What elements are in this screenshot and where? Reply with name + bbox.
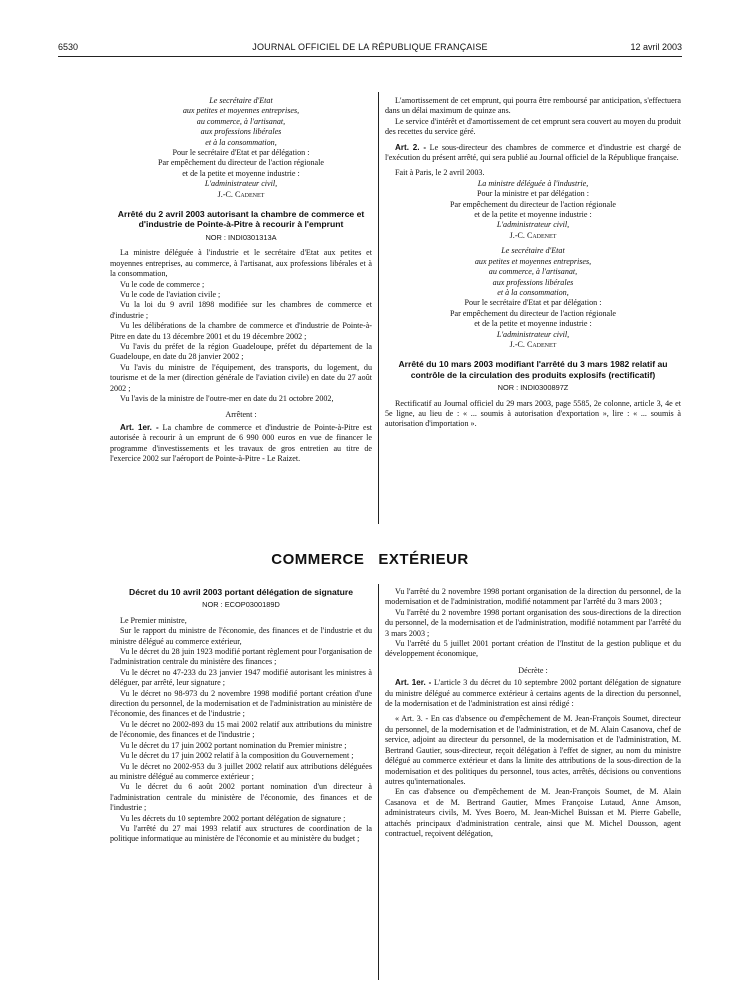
page-header (58, 40, 682, 57)
sig-delegation: et de la petite et moyenne industrie : (182, 168, 300, 178)
paragraph: En cas d'absence ou d'empêchement de M. Jean-François Soumet, de M. Alain Casanova et de M. Bertrand Gautier, Mmes Françoise Lutaud, Anne Amson, administrateurs civils, M. Yves Boero, M. Jean-Michel Buissan et M. Pierre Gabelle, attachés principaux d'administration centrale, ainsi que M. Michel Dousson, agent contractuel, reçoivent délégation, (385, 787, 681, 838)
article-label: Art. 1er. - (395, 678, 432, 688)
paragraph: Sur le rapport du ministre de l'économie, des finances et de l'industrie et du ministre délégué au commerce extérieur, (110, 626, 372, 646)
sig-delegation: Pour la ministre et par délégation : (477, 189, 589, 199)
paragraph: Vu le décret du 17 juin 2002 portant nomination du Premier ministre ; (120, 740, 347, 750)
sig-line: aux professions libérales (492, 277, 574, 287)
sig-line: aux professions libérales (200, 127, 282, 137)
sig-line: et à la consommation, (205, 137, 277, 147)
nor-reference: NOR : ECOP0300189D (202, 600, 280, 610)
decrete-heading: Décrète : (518, 665, 548, 675)
paragraph: Vu l'avis de la ministre de l'outre-mer en date du 21 octobre 2002, (120, 393, 334, 403)
sig-line: aux petites et moyennes entreprises, (182, 106, 300, 116)
paragraph: L'amortissement de cet emprunt, qui pourra être remboursé par anticipation, s'effectuera dans un délai maximum de quinze ans. (385, 96, 681, 116)
paragraph: Vu le décret du 17 juin 2002 relatif à la composition du Gouvernement ; (120, 751, 354, 761)
arrete-title: Arrêté du 2 avril 2003 autorisant la chambre de commerce et d'industrie de Pointe-à-Pitre à recourir à l'emprunt (117, 209, 365, 230)
sig-delegation: Par empêchement du directeur de l'action régionale (450, 308, 616, 318)
sig-name: J.-C. Cadenet (509, 230, 557, 240)
arretent-heading: Arrêtent : (225, 410, 257, 420)
paragraph: Vu la loi du 9 avril 1898 modifiée sur les chambres de commerce et d'industrie ; (110, 300, 372, 320)
top-right-column (385, 96, 681, 430)
sig-name: J.-C. Cadenet (217, 189, 265, 199)
sig-delegation: Par empêchement du directeur de l'action régionale (158, 158, 324, 168)
section-word: COMMERCE (271, 551, 365, 568)
bottom-left-column (110, 587, 372, 845)
article-label: Art. 1er. - (120, 422, 159, 432)
paragraph: Le service d'intérêt et d'amortissement de cet emprunt sera couvert au moyen du produit des recettes du service géré. (385, 116, 681, 137)
top-left-column (110, 96, 372, 464)
sig-role: L'administrateur civil, (496, 220, 570, 230)
paragraph: Vu le code de commerce ; (120, 279, 205, 289)
paragraph: Vu le décret no 2002-953 du 3 juillet 2002 relatif aux attributions déléguées au ministre délégué au commerce extérieur ; (110, 761, 372, 781)
nor-reference: NOR : INDI0301313A (205, 232, 277, 242)
sig-line: Le secrétaire d'Etat (209, 96, 273, 105)
paragraph: Vu le décret no 2002-893 du 15 mai 2002 relatif aux attributions du ministre de l'économie, des finances et de l'industrie ; (110, 719, 372, 740)
article-text: Le sous-directeur des chambres de commerce et d'industrie est chargé de l'exécution du présent arrêté, qui sera publié au Journal officiel de la République française. (385, 142, 681, 163)
fait-line: Fait à Paris, le 2 avril 2003. (395, 168, 485, 178)
sig-delegation: Pour le secrétaire d'Etat et par délégation : (172, 148, 310, 158)
article-1 (110, 423, 372, 465)
column-divider-bottom (378, 584, 379, 980)
article-1 (385, 678, 681, 709)
nor-reference: NOR : INDI0300897Z (497, 383, 569, 393)
sig-delegation: et de la petite et moyenne industrie : (474, 319, 592, 329)
paragraph: Vu le décret du 28 juin 1923 modifié portant règlement pour l'organisation de l'administration centrale du ministère des finances ; (110, 647, 372, 667)
paragraph: Vu les décrets du 10 septembre 2002 portant délégation de signature ; (120, 813, 346, 823)
page-number: 6530 (58, 42, 79, 52)
paragraph: Vu l'arrêté du 5 juillet 2001 portant création de l'Institut de la gestion publique et du développement économique, (385, 639, 681, 659)
paragraph: Vu le code de l'aviation civile ; (120, 289, 221, 299)
section-heading (58, 551, 682, 568)
sig-role: L'administrateur civil, (496, 329, 570, 339)
article-text: La chambre de commerce et d'industrie de Pointe-à-Pitre est autorisée à recourir à un emprunt de 6 990 000 euros en vue de financer le programme d'investissements et les travaux de gros entretien au titre de l'exercice 2002 sur l'aéroport de Pointe-à-Pitre - Le Raizet. (110, 422, 373, 463)
article-text: L'article 3 du décret du 10 septembre 2002 portant délégation de signature du ministre délégué au commerce extérieur à certains agents de la direction du personnel, de la modernisation et de l'administration est ainsi rédigé : (385, 678, 681, 709)
sig-delegation: Par empêchement du directeur de l'action régionale (450, 199, 616, 209)
column-divider-top (378, 92, 379, 524)
paragraph: Le Premier ministre, (120, 615, 187, 625)
paragraph: Vu l'arrêté du 2 novembre 1998 portant organisation de la direction du personnel, de la modernisation et de l'administration, modifié notamment par l'arrêté du 3 mars 2003 ; (385, 587, 681, 607)
sig-line: La ministre déléguée à l'industrie, (477, 178, 589, 188)
sig-delegation: et de la petite et moyenne industrie : (474, 210, 592, 220)
sig-line: au commerce, à l'artisanat, (196, 116, 286, 126)
paragraph: Vu l'avis du préfet de la région Guadeloupe, préfet du département de la Guadeloupe, en date du 28 janvier 2002 ; (110, 341, 372, 362)
sig-line: et à la consommation, (497, 287, 569, 297)
sig-role: L'administrateur civil, (204, 179, 278, 189)
article-label: Art. 2. - (395, 142, 427, 152)
sig-delegation: Pour le secrétaire d'Etat et par délégation : (464, 298, 602, 308)
paragraph: Vu l'arrêté du 27 mai 1993 relatif aux structures de coordination de la politique informatique au ministère de l'économie et au ministère du budget ; (110, 823, 372, 844)
bottom-right-column (385, 587, 681, 839)
sig-line: aux petites et moyennes entreprises, (474, 256, 592, 266)
decret-title: Décret du 10 avril 2003 portant délégation de signature (129, 587, 353, 597)
arrete-title: Arrêté du 10 mars 2003 modifiant l'arrêté du 3 mars 1982 relatif au contrôle de la circulation des produits explosifs (rectificatif) (398, 359, 668, 380)
paragraph: Vu les délibérations de la chambre de commerce et d'industrie de Pointe-à-Pitre en date du 13 décembre 2001 et du 19 décembre 2002 ; (110, 321, 372, 341)
sig-line: au commerce, à l'artisanat, (488, 267, 578, 277)
issue-date: 12 avril 2003 (630, 42, 682, 52)
paragraph: La ministre déléguée à l'industrie et le secrétaire d'Etat aux petites et moyennes entreprises, au commerce, à l'artisanat, aux professions libérales et à la consommation, (110, 248, 372, 279)
paragraph: Vu le décret no 47-233 du 23 janvier 1947 modifié autorisant les ministres à déléguer, par arrêté, leur signature ; (110, 667, 372, 688)
rectificatif-text: Rectificatif au Journal officiel du 29 mars 2003, page 5585, 2e colonne, article 3, 4e et 5e ligne, au lieu de : « ... soumis à autorisation d'exportation », lire : « ... soumis à autorisation d'importation ». (385, 398, 681, 429)
sig-line: Le secrétaire d'Etat (501, 246, 565, 256)
paragraph: Vu le décret no 98-973 du 2 novembre 1998 modifié portant création d'une direction du personnel, de la modernisation et de l'administration au ministère de l'économie, des finances et de l'industrie ; (110, 688, 372, 719)
sig-name: J.-C. Cadenet (509, 339, 557, 349)
article-3-quote: « Art. 3. - En cas d'absence ou d'empêchement de M. Jean-François Soumet, directeur du personnel, de la modernisation et de l'administration, et de M. Alain Casanova, chef de service, adjoint au directeur du personnel, de la modernisation et de l'administration, M. Bertrand Gautier, sous-directeur, reçoit délégation à l'effet de signer, au nom du ministre délégué au commerce extérieur et dans la limite des attributions de la sous-direction de la modernisation et des politiques du personnel, tous actes, arrêtés, décisions ou conventions autres qu'internationales. (385, 714, 681, 786)
journal-title: JOURNAL OFFICIEL DE LA RÉPUBLIQUE FRANÇAISE (252, 42, 488, 52)
paragraph: Vu l'arrêté du 2 novembre 1998 portant organisation des sous-directions de la direction du personnel, de la modernisation et de l'administration, modifié notamment par l'arrêté du 3 mars 2003 ; (385, 607, 681, 638)
section-word: EXTÉRIEUR (378, 551, 469, 568)
paragraph: Vu le décret du 6 août 2002 portant nomination d'un directeur à l'administration centrale du ministère de l'économie, des finances et de l'industrie ; (110, 782, 372, 813)
signature-block (110, 96, 372, 200)
article-2 (385, 143, 681, 164)
paragraph: Vu l'avis du ministre de l'équipement, des transports, du logement, du tourisme et de la mer (direction générale de l'aviation civile) en date du 27 août 2002 ; (110, 362, 372, 393)
